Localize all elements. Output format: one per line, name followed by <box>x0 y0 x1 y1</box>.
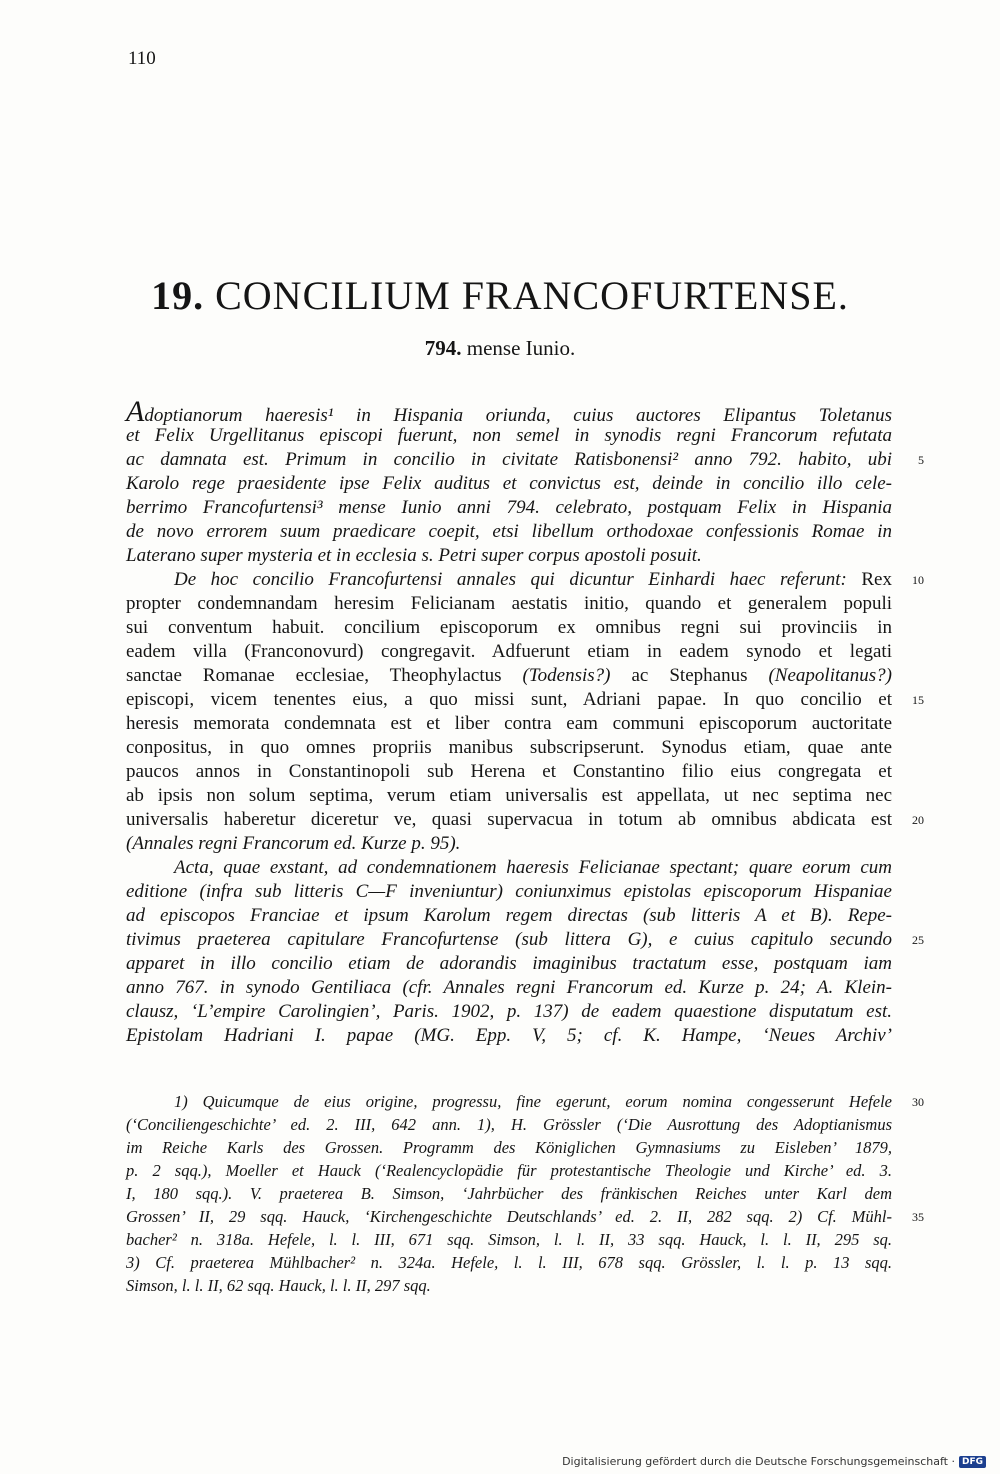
text-span: ac Stephanus <box>610 665 769 686</box>
text-span: paucos annos in Constantinopoli sub Herena et Constantino filio eius congregata et <box>126 761 892 782</box>
date-text: mense Iunio. <box>466 336 576 360</box>
chapter-title <box>0 272 1000 319</box>
text-span: tivimus praeterea capitulare Francofurtense (sub littera G), e cuius capitulo secundo <box>126 929 892 950</box>
text-span: De hoc concilio Francofurtensi annales qui dicuntur Einhardi haec referunt: <box>174 569 847 590</box>
footnote-text: Grossen’ II, 29 sqq. Hauck, ‘Kirchengeschichte Deutschlands’ ed. 2. II, 282 sqq. 2) Cf. Mühl- <box>126 1207 892 1226</box>
text-span: eadem villa (Franconovurd) congregavit. Adfuerunt etiam in eadem synodo et legati <box>126 641 892 662</box>
text-span: heresis memorata condemnata est et liber contra eam communi episcoporum auctoritate <box>126 713 892 734</box>
date-year: 794. <box>424 336 462 360</box>
chapter-title-text: CONCILIUM FRANCOFURTENSE. <box>215 273 849 318</box>
footnote-text: Simson, l. l. II, 62 sqq. Hauck, l. l. II, 297 sqq. <box>126 1276 431 1295</box>
footnote-text: (‘Conciliengeschichte’ ed. 2. III, 642 ann. 1), H. Grössler (‘Die Ausrottung des Adoptianismus <box>126 1115 892 1134</box>
footnote-line <box>126 1205 924 1228</box>
text-line <box>126 616 892 640</box>
footnote-text: 1) Quicumque de eius origine, progressu, fine egerunt, eorum nomina congesserunt Hefele <box>174 1092 892 1111</box>
chapter-number: 19. <box>151 273 205 318</box>
text-span: Laterano super mysteria et in ecclesia s. Petri super corpus apostoli posuit. <box>126 545 702 566</box>
text-line <box>126 904 892 928</box>
line-number: 30 <box>912 1095 924 1109</box>
text-line <box>126 712 892 736</box>
text-span: anno 767. in synodo Gentiliaca (cfr. Annales regni Francorum ed. Kurze p. 24; A. Klein- <box>126 977 892 998</box>
text-span: de novo errorem suum praedicare coepit, etsi libellum orthodoxae confessionis Romae in <box>126 521 892 542</box>
text-line <box>126 424 892 448</box>
page-number: 110 <box>128 48 156 69</box>
text-span: (Neapolitanus?) <box>768 665 892 686</box>
footnote-line <box>126 1159 892 1182</box>
text-span: Rex <box>846 569 892 590</box>
text-span: Acta, quae exstant, ad condemnationem haeresis Felicianae spectant; quare eorum cum <box>174 857 892 878</box>
digitization-credit <box>562 1455 986 1468</box>
text-span: Karolo rege praesidente ipse Felix auditus et convictus est, deinde in concilio illo cele- <box>126 473 892 494</box>
text-span: Epistolam Hadriani I. papae (MG. Epp. V, 5; cf. K. Hampe, ‘Neues Archiv’ <box>126 1025 892 1046</box>
dfg-logo: DFG <box>959 1456 986 1468</box>
text-line <box>126 472 892 496</box>
text-line <box>126 784 892 808</box>
footnote-text: im Reiche Karls des Grossen. Programm des Königlichen Gymnasiums zu Eisleben’ 1879, <box>126 1138 892 1157</box>
text-line <box>126 736 892 760</box>
text-span: apparet in illo concilio etiam de adorandis imaginibus tractatum esse, postquam iam <box>126 953 892 974</box>
footnote-line <box>126 1090 924 1113</box>
text-span: ad episcopos Franciae et ipsum Karolum regem directas (sub litteris A et B). Repe- <box>126 905 892 926</box>
footnote-line <box>126 1136 892 1159</box>
drop-capital: A <box>126 395 145 428</box>
credit-text: Digitalisierung gefördert durch die Deutsche Forschungsgemeinschaft · <box>562 1455 955 1468</box>
date-line <box>0 336 1000 361</box>
line-number: 35 <box>912 1210 924 1224</box>
text-line <box>126 976 892 1000</box>
text-line <box>126 544 892 568</box>
body-text <box>126 395 924 1048</box>
text-span: doptianorum haeresis¹ in Hispania oriunda, cuius auctores Elipantus Toletanus <box>144 405 892 426</box>
text-span: berrimo Francofurtensi³ mense Iunio anni 794. celebrato, postquam Felix in Hispania <box>126 497 892 518</box>
text-line <box>126 760 892 784</box>
text-span: propter condemnandam heresim Felicianam aestatis initio, quando et generalem populi <box>126 593 892 614</box>
line-number: 10 <box>912 573 924 587</box>
footnote-text: bacher² n. 318a. Hefele, l. l. III, 671 sqq. Simson, l. l. II, 33 sqq. Hauck, l. l. II, 295 sq. <box>126 1230 892 1249</box>
text-span: ac damnata est. Primum in concilio in civitate Ratisbonensi² anno 792. habito, ubi <box>126 449 892 470</box>
text-line <box>126 1024 892 1048</box>
footnote-text: 3) Cf. praeterea Mühlbacher² n. 324a. Hefele, l. l. III, 678 sqq. Grössler, l. l. p. 13 sqq. <box>126 1253 892 1272</box>
text-line <box>126 640 892 664</box>
text-span: et Felix Urgellitanus episcopi fuerunt, non semel in synodis regni Francorum refutata <box>126 425 892 446</box>
text-span: sui conventum habuit. concilium episcoporum ex omnibus regni sui provinciis in <box>126 617 892 638</box>
text-span: episcopi, vicem tenentes eius, a quo missi sunt, Adriani papae. In quo concilio et <box>126 689 892 710</box>
text-line <box>126 856 892 880</box>
line-number: 20 <box>912 813 924 827</box>
line-number: 5 <box>918 453 924 467</box>
text-span: (Todensis?) <box>522 665 611 686</box>
text-line <box>126 496 892 520</box>
text-line <box>126 832 892 856</box>
footnote-line <box>126 1274 892 1297</box>
text-span: ab ipsis non solum septima, verum etiam universalis est appellata, ut nec septima nec <box>126 785 892 806</box>
text-line <box>126 520 892 544</box>
footnote-line <box>126 1251 892 1274</box>
text-span: (Annales regni Francorum ed. Kurze p. 95). <box>126 833 461 854</box>
text-line <box>126 808 924 832</box>
text-line <box>126 880 892 904</box>
text-line <box>126 1000 892 1024</box>
text-span: sanctae Romanae ecclesiae, Theophylactus <box>126 665 523 686</box>
text-span: universalis haberetur diceretur ve, quasi supervacua in totum ab omnibus abdicata est <box>126 809 892 830</box>
line-number: 15 <box>912 693 924 707</box>
text-span: editione (infra sub litteris C—F inveniuntur) coniunximus epistolas episcoporum Hispaniae <box>126 881 892 902</box>
line-number: 25 <box>912 933 924 947</box>
text-line <box>126 592 892 616</box>
footnotes <box>126 1090 924 1297</box>
text-line <box>126 568 924 592</box>
footnote-line <box>126 1228 892 1251</box>
text-line <box>126 395 892 428</box>
footnote-line <box>126 1182 892 1205</box>
text-line <box>126 448 924 472</box>
footnote-text: I, 180 sqq.). V. praeterea B. Simson, ‘Jahrbücher des fränkischen Reiches unter Karl dem <box>126 1184 892 1203</box>
footnote-line <box>126 1113 892 1136</box>
footnote-text: p. 2 sqq.), Moeller et Hauck (‘Realencyclopädie für protestantische Theologie und Kirche’ ed. 3. <box>126 1161 892 1180</box>
text-line <box>126 688 924 712</box>
text-line <box>126 928 924 952</box>
text-line <box>126 952 892 976</box>
text-span: clausz, ‘L’empire Carolingien’, Paris. 1902, p. 137) de eadem quaestione disputatum est. <box>126 1001 892 1022</box>
text-line <box>126 664 892 688</box>
text-span: conpositus, in quo omnes propriis manibus subscripserunt. Synodus etiam, quae ante <box>126 737 892 758</box>
